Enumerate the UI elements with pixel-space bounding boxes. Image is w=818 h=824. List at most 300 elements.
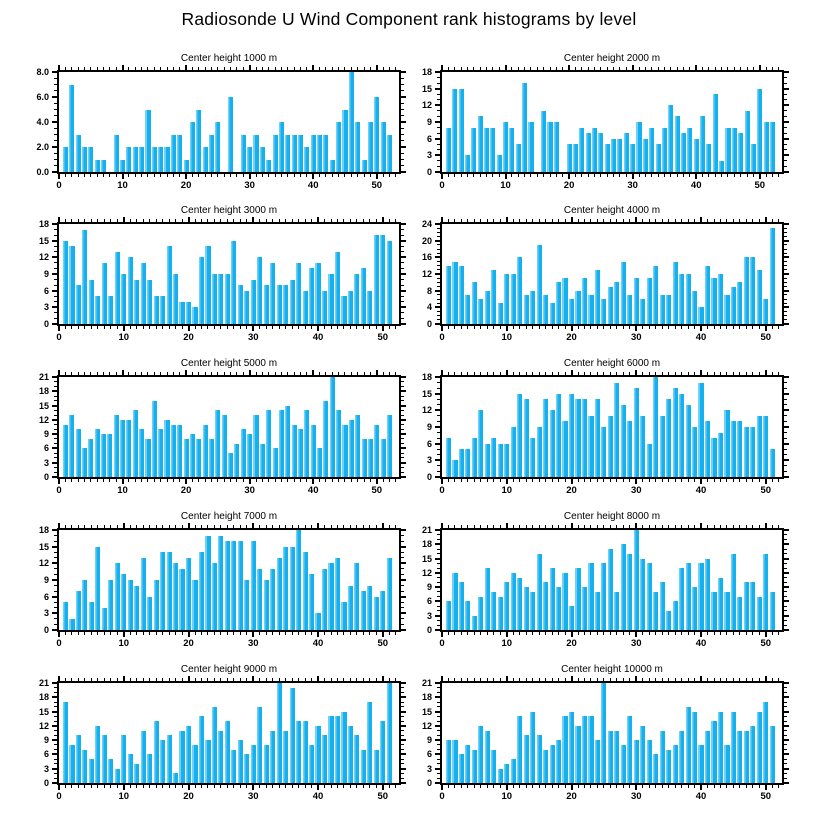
- histogram-bar: [218, 274, 223, 324]
- y-major-tick: [52, 256, 57, 258]
- x-minor-tick: [104, 632, 105, 635]
- x-minor-tick: [588, 174, 589, 177]
- x-minor-tick: [71, 372, 72, 375]
- x-minor-tick: [629, 632, 630, 635]
- x-major-tick: [441, 523, 443, 528]
- y-minor-tick: [437, 144, 440, 145]
- y-minor-tick: [54, 763, 57, 764]
- x-minor-tick: [110, 678, 111, 681]
- y-tick-label: 16: [421, 252, 432, 263]
- x-tick-label: 50: [760, 332, 772, 343]
- x-minor-tick: [135, 174, 136, 177]
- histogram-bar: [459, 754, 464, 783]
- x-minor-tick: [707, 326, 708, 329]
- histogram-bar: [554, 122, 559, 172]
- y-major-tick: [52, 240, 57, 242]
- x-minor-tick: [306, 372, 307, 375]
- x-minor-tick: [143, 525, 144, 528]
- histogram-bar: [485, 731, 490, 783]
- x-minor-tick: [539, 219, 540, 222]
- histogram-bar: [698, 745, 703, 783]
- x-minor-tick: [649, 372, 650, 375]
- y-major-tick: [435, 682, 440, 684]
- x-minor-tick: [233, 326, 234, 329]
- histogram-bar: [335, 252, 340, 324]
- histogram-bar: [705, 559, 710, 630]
- x-minor-tick: [610, 785, 611, 788]
- x-minor-tick: [500, 326, 501, 329]
- histogram-bar: [530, 712, 535, 783]
- y-minor-tick: [54, 702, 57, 703]
- y-minor-tick: [784, 228, 787, 229]
- x-minor-tick: [649, 479, 650, 482]
- x-minor-tick: [499, 174, 500, 177]
- x-minor-tick: [642, 372, 643, 375]
- x-major-tick: [441, 65, 443, 70]
- x-minor-tick: [141, 67, 142, 70]
- x-minor-tick: [746, 372, 747, 375]
- x-minor-tick: [532, 632, 533, 635]
- x-minor-tick: [668, 785, 669, 788]
- y-minor-tick: [54, 773, 57, 774]
- histogram-bar: [322, 291, 327, 324]
- histogram-bar: [304, 410, 309, 477]
- x-major-tick: [123, 217, 125, 222]
- x-minor-tick: [626, 174, 627, 177]
- x-minor-tick: [175, 678, 176, 681]
- x-minor-tick: [162, 219, 163, 222]
- x-minor-tick: [71, 525, 72, 528]
- histogram-bar: [681, 133, 686, 172]
- x-minor-tick: [300, 479, 301, 482]
- x-minor-tick: [752, 479, 753, 482]
- x-minor-tick: [356, 219, 357, 222]
- y-tick-label: 6: [426, 438, 432, 449]
- x-minor-tick: [688, 479, 689, 482]
- histogram-bar: [673, 388, 678, 477]
- x-minor-tick: [642, 678, 643, 681]
- x-minor-tick: [739, 219, 740, 222]
- x-minor-tick: [279, 678, 280, 681]
- y-minor-tick: [54, 381, 57, 382]
- histogram-bar: [238, 285, 243, 324]
- x-minor-tick: [584, 525, 585, 528]
- histogram-bar: [203, 425, 208, 477]
- x-minor-tick: [675, 678, 676, 681]
- x-minor-tick: [272, 632, 273, 635]
- x-minor-tick: [708, 67, 709, 70]
- x-minor-tick: [733, 525, 734, 528]
- y-minor-tick: [54, 400, 57, 401]
- histogram-bar: [82, 147, 87, 172]
- x-minor-tick: [681, 678, 682, 681]
- x-minor-tick: [169, 326, 170, 329]
- histogram-bar: [231, 541, 236, 630]
- x-minor-tick: [707, 219, 708, 222]
- x-minor-tick: [285, 326, 286, 329]
- histogram-bar: [177, 135, 182, 173]
- x-minor-tick: [493, 372, 494, 375]
- histogram-bar: [459, 89, 464, 172]
- y-minor-tick: [54, 279, 57, 280]
- histogram-bar: [524, 587, 529, 630]
- histogram-bar: [298, 429, 303, 477]
- x-minor-tick: [448, 67, 449, 70]
- histogram-bar: [472, 616, 477, 630]
- histogram-bar: [700, 116, 705, 172]
- x-minor-tick: [325, 479, 326, 482]
- y-minor-tick: [437, 465, 440, 466]
- x-minor-tick: [714, 632, 715, 635]
- x-minor-tick: [461, 174, 462, 177]
- histogram-bar: [556, 282, 561, 324]
- x-tick-label: 40: [690, 180, 702, 191]
- x-minor-tick: [629, 678, 630, 681]
- x-minor-tick: [778, 174, 779, 177]
- histogram-bar: [731, 554, 736, 630]
- x-minor-tick: [65, 326, 66, 329]
- x-tick-label: 40: [695, 638, 707, 649]
- y-minor-tick: [784, 706, 787, 707]
- x-minor-tick: [702, 67, 703, 70]
- y-minor-tick: [437, 315, 440, 316]
- x-minor-tick: [110, 632, 111, 635]
- histogram-bar: [225, 541, 230, 630]
- x-minor-tick: [584, 785, 585, 788]
- y-minor-tick: [54, 386, 57, 387]
- histogram-bar: [757, 712, 762, 783]
- x-minor-tick: [192, 479, 193, 482]
- x-minor-tick: [545, 632, 546, 635]
- y-major-tick: [435, 600, 440, 602]
- histogram-bar: [69, 85, 74, 173]
- x-minor-tick: [224, 174, 225, 177]
- y-minor-tick: [437, 534, 440, 535]
- x-minor-tick: [305, 219, 306, 222]
- histogram-bar: [711, 592, 716, 630]
- x-minor-tick: [714, 785, 715, 788]
- x-minor-tick: [474, 479, 475, 482]
- histogram-bar: [76, 429, 81, 477]
- x-major-tick: [252, 632, 254, 637]
- histogram-bar: [147, 280, 152, 324]
- x-minor-tick: [597, 372, 598, 375]
- x-minor-tick: [169, 785, 170, 788]
- x-major-tick: [635, 326, 637, 331]
- histogram-bar: [147, 754, 152, 783]
- y-minor-tick: [437, 77, 440, 78]
- histogram-bar: [108, 296, 113, 324]
- histogram-bar: [102, 608, 107, 630]
- histogram-bar: [290, 688, 295, 783]
- x-minor-tick: [519, 525, 520, 528]
- x-minor-tick: [337, 678, 338, 681]
- x-minor-tick: [759, 678, 760, 681]
- histogram-bar: [692, 587, 697, 630]
- x-minor-tick: [78, 372, 79, 375]
- x-minor-tick: [175, 785, 176, 788]
- x-major-tick: [188, 632, 190, 637]
- y-minor-tick: [437, 286, 440, 287]
- x-minor-tick: [246, 632, 247, 635]
- x-minor-tick: [681, 372, 682, 375]
- histogram-bar: [102, 263, 107, 324]
- x-major-tick: [382, 785, 384, 790]
- x-minor-tick: [694, 326, 695, 329]
- x-minor-tick: [214, 632, 215, 635]
- y-minor-tick: [784, 249, 787, 250]
- y-major-tick: [52, 462, 57, 464]
- histogram-bar: [283, 731, 288, 783]
- x-major-tick: [441, 785, 443, 790]
- histogram-bar: [770, 592, 775, 630]
- histogram-bar: [215, 122, 220, 172]
- x-minor-tick: [454, 479, 455, 482]
- x-minor-tick: [558, 479, 559, 482]
- histogram-bar: [737, 597, 742, 630]
- y-major-tick: [784, 154, 789, 156]
- x-minor-tick: [487, 785, 488, 788]
- x-tick-label: 30: [630, 485, 642, 496]
- x-tick-label: 30: [247, 332, 259, 343]
- histogram-bar: [311, 425, 316, 477]
- x-minor-tick: [655, 326, 656, 329]
- x-major-tick: [123, 632, 125, 637]
- x-minor-tick: [103, 67, 104, 70]
- y-tick-label: 12: [421, 720, 432, 731]
- histogram-bar: [190, 122, 195, 172]
- x-minor-tick: [720, 219, 721, 222]
- y-minor-tick: [437, 236, 440, 237]
- x-minor-tick: [480, 174, 481, 177]
- histogram-bar: [342, 425, 347, 477]
- x-major-tick: [123, 326, 125, 331]
- y-minor-tick: [437, 278, 440, 279]
- x-minor-tick: [143, 632, 144, 635]
- x-minor-tick: [603, 479, 604, 482]
- histogram-bar: [141, 731, 146, 783]
- histogram-bar: [556, 394, 561, 477]
- x-minor-tick: [565, 525, 566, 528]
- y-tick-label: 18: [38, 692, 49, 703]
- x-minor-tick: [480, 632, 481, 635]
- x-minor-tick: [726, 525, 727, 528]
- y-major-tick: [435, 725, 440, 727]
- x-minor-tick: [350, 678, 351, 681]
- y-minor-tick: [54, 457, 57, 458]
- x-minor-tick: [487, 479, 488, 482]
- x-minor-tick: [272, 219, 273, 222]
- histogram-bar: [328, 563, 333, 630]
- x-minor-tick: [198, 372, 199, 375]
- x-minor-tick: [357, 67, 358, 70]
- histogram-bar: [277, 285, 282, 324]
- y-minor-tick: [784, 687, 787, 688]
- histogram-bar: [627, 716, 632, 783]
- x-minor-tick: [268, 479, 269, 482]
- histogram-bar: [543, 399, 548, 477]
- histogram-bar: [349, 72, 354, 172]
- x-minor-tick: [356, 785, 357, 788]
- x-minor-tick: [594, 174, 595, 177]
- y-major-tick: [435, 256, 440, 258]
- y-tick-label: 21: [421, 525, 432, 535]
- y-minor-tick: [784, 265, 787, 266]
- x-minor-tick: [480, 67, 481, 70]
- x-minor-tick: [772, 174, 773, 177]
- y-minor-tick: [54, 778, 57, 779]
- histogram-bar: [218, 731, 223, 783]
- x-minor-tick: [558, 525, 559, 528]
- x-minor-tick: [727, 174, 728, 177]
- x-minor-tick: [103, 372, 104, 375]
- x-tick-label: 20: [563, 180, 575, 191]
- x-major-tick: [58, 785, 60, 790]
- x-minor-tick: [467, 678, 468, 681]
- x-minor-tick: [707, 372, 708, 375]
- y-minor-tick: [54, 602, 57, 603]
- y-minor-tick: [784, 730, 787, 731]
- y-tick-label: 6: [43, 443, 49, 454]
- x-minor-tick: [600, 67, 601, 70]
- x-minor-tick: [149, 525, 150, 528]
- x-minor-tick: [195, 219, 196, 222]
- x-major-tick: [249, 174, 251, 179]
- x-minor-tick: [175, 632, 176, 635]
- x-minor-tick: [623, 326, 624, 329]
- x-major-tick: [58, 370, 60, 375]
- x-minor-tick: [179, 372, 180, 375]
- x-minor-tick: [513, 632, 514, 635]
- y-minor-tick: [437, 399, 440, 400]
- x-minor-tick: [707, 678, 708, 681]
- x-minor-tick: [772, 67, 773, 70]
- x-minor-tick: [519, 219, 520, 222]
- x-minor-tick: [266, 525, 267, 528]
- x-minor-tick: [211, 372, 212, 375]
- histogram-bar: [575, 726, 580, 783]
- histogram-bar: [95, 296, 100, 324]
- histogram-bar: [627, 421, 632, 477]
- x-minor-tick: [279, 219, 280, 222]
- y-minor-tick: [437, 149, 440, 150]
- x-minor-tick: [670, 174, 671, 177]
- x-minor-tick: [739, 372, 740, 375]
- x-minor-tick: [300, 174, 301, 177]
- x-minor-tick: [539, 372, 540, 375]
- x-minor-tick: [746, 785, 747, 788]
- x-minor-tick: [603, 785, 604, 788]
- x-minor-tick: [97, 219, 98, 222]
- histogram-bar: [228, 453, 233, 477]
- y-tick-label: 18: [38, 219, 49, 229]
- histogram-bar: [504, 444, 509, 477]
- x-minor-tick: [266, 678, 267, 681]
- y-major-tick: [784, 223, 789, 225]
- histogram-bar: [724, 745, 729, 783]
- y-tick-label: 6: [426, 749, 432, 760]
- x-minor-tick: [565, 632, 566, 635]
- x-tick-label: 0: [439, 180, 445, 191]
- x-minor-tick: [474, 219, 475, 222]
- histogram-bar: [190, 434, 195, 477]
- y-minor-tick: [784, 465, 787, 466]
- x-minor-tick: [220, 219, 221, 222]
- histogram-bar: [694, 139, 699, 172]
- x-minor-tick: [461, 678, 462, 681]
- x-minor-tick: [726, 479, 727, 482]
- x-minor-tick: [71, 326, 72, 329]
- x-minor-tick: [192, 67, 193, 70]
- x-minor-tick: [84, 67, 85, 70]
- x-minor-tick: [154, 67, 155, 70]
- y-tick-label: 9: [426, 117, 432, 127]
- x-minor-tick: [610, 678, 611, 681]
- x-minor-tick: [752, 678, 753, 681]
- y-major-tick: [784, 586, 789, 588]
- x-minor-tick: [530, 67, 531, 70]
- x-tick-label: 40: [695, 791, 707, 802]
- x-minor-tick: [662, 632, 663, 635]
- histogram-bar: [478, 597, 483, 630]
- x-minor-tick: [287, 67, 288, 70]
- histogram-bar: [687, 128, 692, 172]
- histogram-bar: [446, 266, 451, 324]
- y-tick-label: 15: [38, 235, 49, 246]
- y-minor-tick: [54, 159, 57, 160]
- histogram-bar: [315, 726, 320, 783]
- histogram-bar: [317, 135, 322, 173]
- x-minor-tick: [332, 67, 333, 70]
- histogram-bar: [238, 740, 243, 783]
- x-tick-label: 0: [439, 638, 445, 649]
- histogram-bar: [231, 241, 236, 324]
- x-tick-label: 40: [312, 791, 324, 802]
- x-tick-label: 20: [180, 485, 192, 496]
- x-minor-tick: [461, 67, 462, 70]
- x-minor-tick: [182, 219, 183, 222]
- y-major-tick: [784, 711, 789, 713]
- x-minor-tick: [681, 479, 682, 482]
- y-minor-tick: [54, 165, 57, 166]
- x-minor-tick: [383, 174, 384, 177]
- x-minor-tick: [230, 479, 231, 482]
- x-minor-tick: [259, 219, 260, 222]
- x-minor-tick: [480, 678, 481, 681]
- y-minor-tick: [784, 759, 787, 760]
- x-minor-tick: [642, 219, 643, 222]
- histogram-bar: [718, 578, 723, 630]
- x-minor-tick: [104, 326, 105, 329]
- x-minor-tick: [487, 372, 488, 375]
- x-major-tick: [312, 65, 314, 70]
- x-major-tick: [188, 676, 190, 681]
- histogram-bar: [309, 574, 314, 630]
- y-minor-tick: [784, 438, 787, 439]
- histogram-bar: [63, 147, 68, 172]
- x-minor-tick: [739, 632, 740, 635]
- histogram-bar: [452, 573, 457, 630]
- subplot-10000m: [390, 663, 818, 813]
- histogram-bar: [666, 295, 671, 324]
- x-minor-tick: [369, 785, 370, 788]
- histogram-bar: [660, 731, 665, 783]
- x-minor-tick: [343, 678, 344, 681]
- x-minor-tick: [513, 785, 514, 788]
- x-minor-tick: [173, 174, 174, 177]
- x-minor-tick: [645, 67, 646, 70]
- x-minor-tick: [752, 219, 753, 222]
